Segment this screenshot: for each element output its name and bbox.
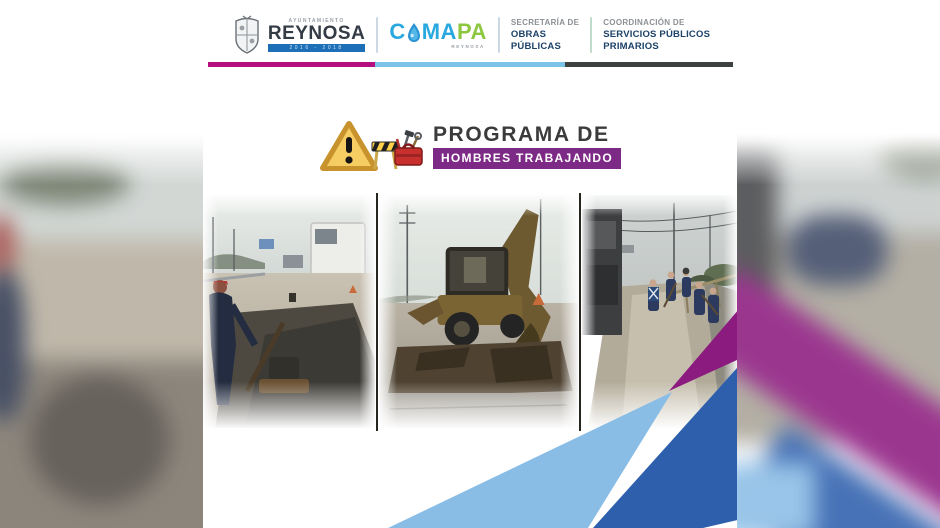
header-divider [590, 17, 592, 53]
comapa-logo [389, 21, 487, 49]
backhoe-asphalt-removal-photo [379, 195, 578, 428]
comapa-letters-pa: PA [456, 19, 487, 44]
comapa-letter-c: C [389, 19, 406, 44]
lightblue-bar-segment [375, 62, 565, 67]
ayuntamiento-label: AYUNTAMIENTO [288, 17, 345, 24]
reynosa-crest-icon [230, 15, 264, 55]
magenta-bar-segment [208, 62, 375, 67]
warning-triangle-icon [319, 119, 379, 173]
header-divider [376, 17, 378, 53]
header [203, 10, 737, 60]
water-drop-icon [407, 22, 421, 43]
dark-bar-segment [565, 62, 733, 67]
plate-compactor-roadwork-photo [203, 195, 375, 428]
photo-strip [203, 195, 737, 428]
program-title-line2: HOMBRES TRABAJANDO [433, 148, 621, 169]
servicios-primarios-label: COORDINACIÓN DE SERVICIOS PÚBLICOS PRIMARIOS [603, 18, 711, 52]
comapa-city-label: REYNOSA [451, 44, 485, 49]
toolbox-barricade-icon [371, 129, 423, 171]
crew-roadside-cleanup-photo [582, 195, 737, 428]
header-divider [498, 17, 500, 53]
program-title [203, 114, 737, 178]
photo-divider [579, 193, 581, 431]
program-title-line1: PROGRAMA DE [432, 122, 610, 146]
poster-card [203, 0, 737, 528]
left-blur-margin [0, 0, 203, 528]
comapa-letters-ma: MA [421, 19, 457, 44]
tricolor-divider [208, 62, 733, 67]
administration-period: 2016 - 2018 [268, 44, 365, 52]
obras-publicas-label: SECRETARÍA DE OBRAS PÚBLICAS [510, 18, 580, 52]
right-blur-margin [737, 0, 940, 528]
reynosa-wordmark: REYNOSA [267, 22, 366, 44]
reynosa-logo [230, 15, 365, 55]
photo-divider [376, 193, 378, 431]
